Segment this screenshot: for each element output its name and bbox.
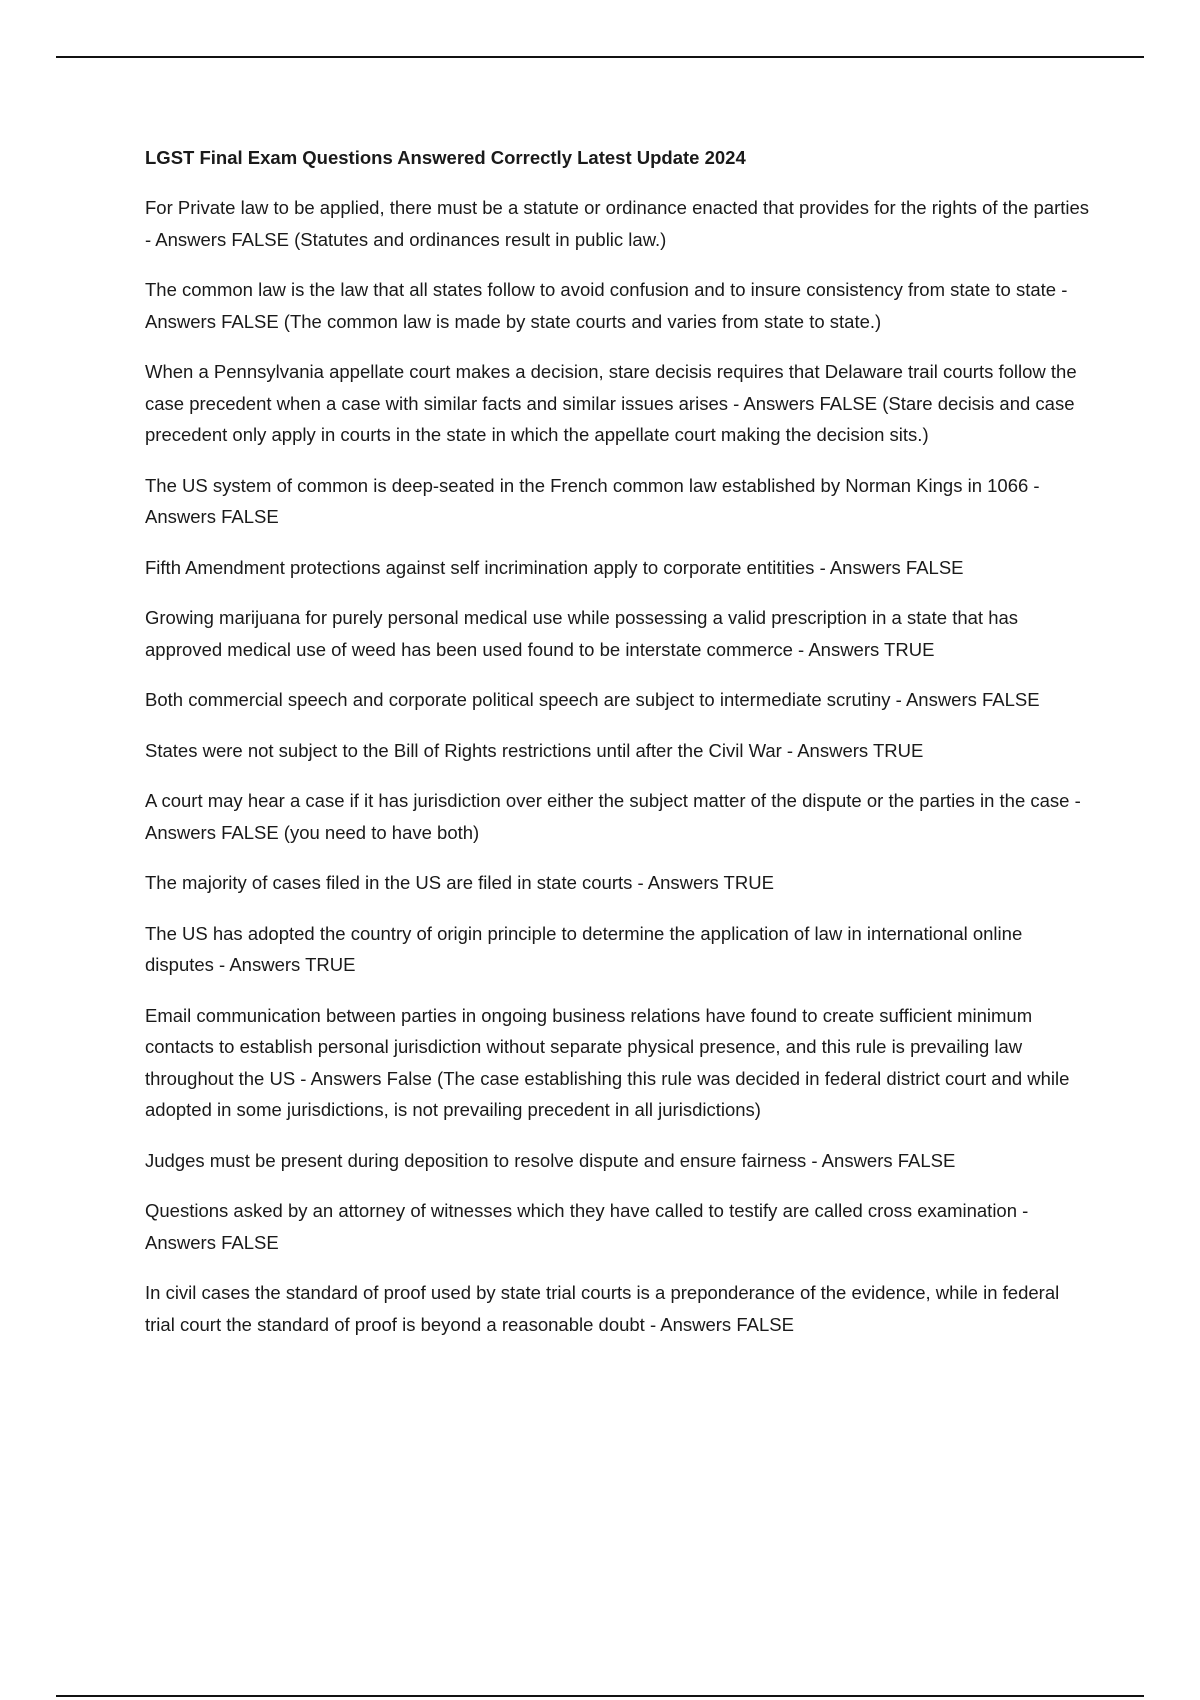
- qa-item-14: Questions asked by an attorney of witnesses which they have called to testify are called cross examination - Answers FALSE: [145, 1200, 1029, 1253]
- bottom-divider: [56, 1695, 1144, 1697]
- qa-item-9: A court may hear a case if it has jurisdiction over either the subject matter of the dispute or the parties in the case - Answers FALSE (you need to have both): [145, 790, 1081, 843]
- qa-item-10: The majority of cases filed in the US are filed in state courts - Answers TRUE: [145, 872, 774, 893]
- qa-item-12: Email communication between parties in ongoing business relations have found to create sufficient minimum contacts to establish personal jurisdiction without separate physical presence, and this rule is prevailing law throughout the US - Answers False (The case establishing this rule was decided in federal district court and while adopted in some jurisdictions, is not prevailing precedent in all jurisdictions): [145, 1004, 1070, 1120]
- qa-item-13: Judges must be present during deposition to resolve dispute and ensure fairness - Answers FALSE: [145, 1149, 956, 1171]
- qa-item-5: Fifth Amendment protections against self incrimination apply to corporate entitities - Answers FALSE: [145, 556, 964, 578]
- qa-item-11: The US has adopted the country of origin principle to determine the application of law in international online disputes - Answers TRUE: [145, 922, 1023, 975]
- qa-item-15: In civil cases the standard of proof used by state trial courts is a preponderance of the evidence, while in federal trial court the standard of proof is beyond a reasonable doubt - Answers FALSE: [145, 1282, 1060, 1335]
- document-body: [145, 142, 1090, 1359]
- qa-item-3: When a Pennsylvania appellate court makes a decision, stare decisis requires that Delaware trail courts follow the case precedent when a case with similar facts and similar issues arises - Answers FALSE (Stare decisis and case precedent only apply in courts in the state in which the appellate court making the decision sits.): [145, 361, 1077, 445]
- qa-item-6: Growing marijuana for purely personal medical use while possessing a valid prescription in a state that has approved medical use of weed has been used found to be interstate commerce - Answers TRUE: [145, 607, 1019, 660]
- document-title: LGST Final Exam Questions Answered Correctly Latest Update 2024: [145, 147, 746, 168]
- qa-item-7: Both commercial speech and corporate political speech are subject to intermediate scrutiny - Answers FALSE: [145, 689, 1040, 710]
- qa-item-8: States were not subject to the Bill of Rights restrictions until after the Civil War - Answers TRUE: [145, 739, 924, 761]
- qa-list: [145, 192, 1090, 1340]
- top-divider: [56, 56, 1144, 58]
- qa-item-4: The US system of common is deep-seated in the French common law established by Norman Kings in 1066 - Answers FALSE: [145, 474, 1040, 527]
- qa-item-2: The common law is the law that all states follow to avoid confusion and to insure consistency from state to state - Answers FALSE (The common law is made by state courts and varies from state to state.): [145, 279, 1068, 332]
- qa-item-1: For Private law to be applied, there must be a statute or ordinance enacted that provides for the rights of the parties - Answers FALSE (Statutes and ordinances result in public law.): [145, 197, 1090, 250]
